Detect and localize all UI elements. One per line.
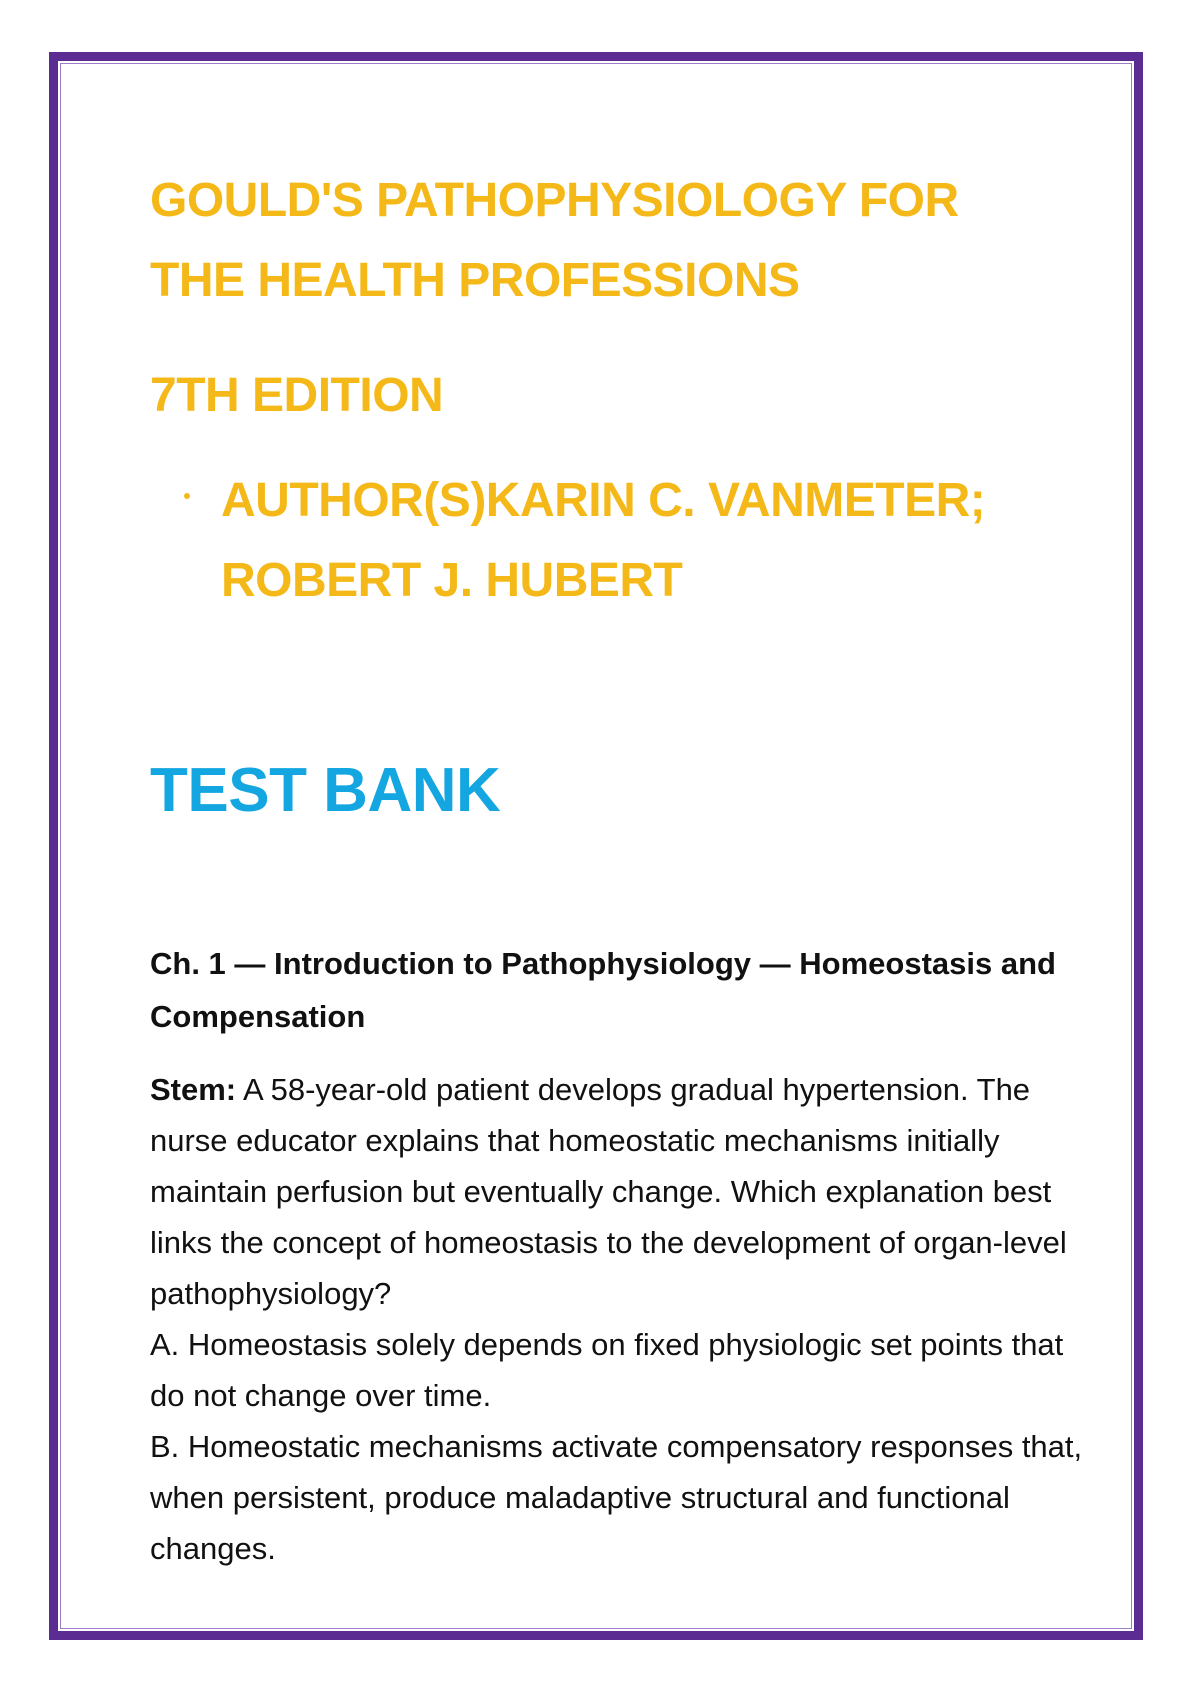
book-authors: AUTHOR(S)KARIN C. VANMETER; ROBERT J. HUBERT — [221, 474, 986, 607]
question-block — [150, 1064, 1100, 1574]
book-title: GOULD'S PATHOPHYSIOLOGY FOR THE HEALTH PROFESSIONS — [150, 174, 959, 307]
stem-label: Stem: — [150, 1072, 237, 1107]
section-label: TEST BANK — [150, 756, 501, 825]
bullet-icon — [184, 493, 190, 499]
answer-option-a: A. Homeostasis solely depends on fixed physiologic set points that do not change over time. — [150, 1327, 1064, 1413]
answer-option-b: B. Homeostatic mechanisms activate compensatory responses that, when persistent, produce maladaptive structural and functional changes. — [150, 1429, 1083, 1566]
page-frame — [49, 52, 1143, 1640]
stem-text: A 58-year-old patient develops gradual hypertension. The nurse educator explains that homeostatic mechanisms initially maintain perfusion but eventually change. Which explanation best links the concept of homeostasis to the development of organ-level pathophysiology? — [150, 1072, 1067, 1311]
question-stem — [150, 1064, 1100, 1319]
chapter-heading: Ch. 1 — Introduction to Pathophysiology — Homeostasis and Compensation — [150, 946, 1056, 1034]
book-edition: 7TH EDITION — [150, 369, 444, 422]
